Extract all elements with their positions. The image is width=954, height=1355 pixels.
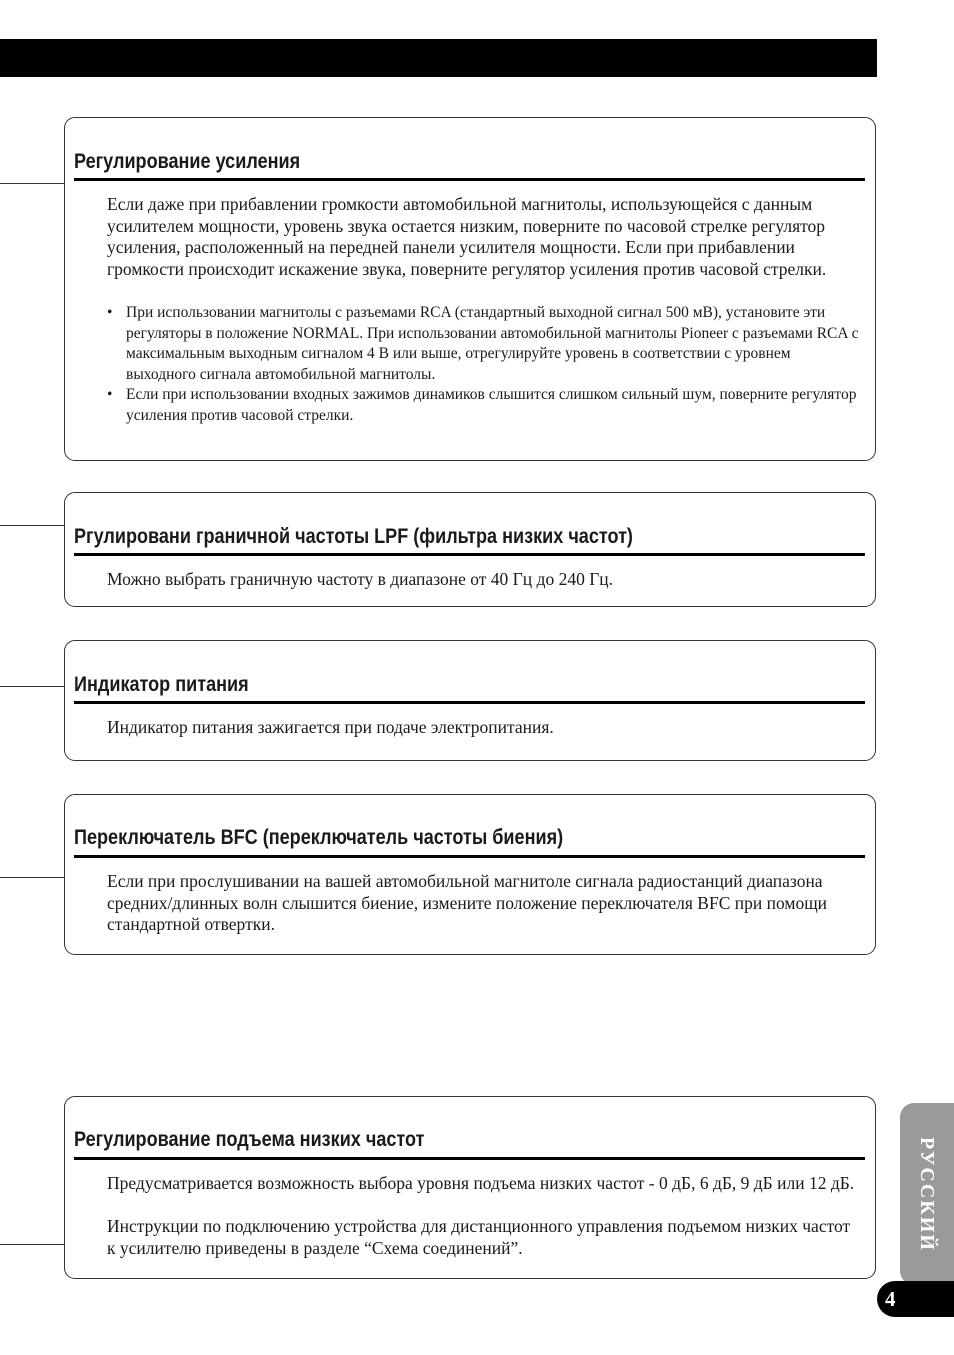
title-rule [74, 701, 865, 704]
section-title: Ргулировани граничной частоты LPF (фильтра низких частот) [74, 525, 633, 548]
title-rule [74, 553, 865, 556]
language-tab [900, 1103, 954, 1285]
title-rule [74, 178, 865, 181]
margin-tick [0, 1244, 64, 1245]
section-power-indicator [64, 640, 876, 761]
margin-tick [0, 183, 64, 184]
section-lpf [64, 492, 876, 607]
margin-tick [0, 877, 64, 878]
bullet-item: • При использовании магнитолы с разъемами RCA (стандартный выходной сигнал 500 мВ), установите эти регуляторы в положение NORMAL. При использовании автомобильной магнитолы Pioneer с разъемами RCA с максимальным выходным сигналом 4 В или выше, отрегулируйте уровень в соответствии с уровнем выходного сигнала автомобильной магнитолы. [107, 303, 861, 385]
header-bar [0, 39, 877, 77]
page-number-tab [877, 1281, 954, 1317]
margin-tick [0, 686, 64, 687]
section-bass-boost [64, 1096, 876, 1279]
section-title: Регулирование подъема низких частот [74, 1128, 425, 1151]
title-rule [74, 1157, 865, 1160]
language-label: РУССКИЙ [916, 1136, 938, 1252]
section-paragraph-2: Инструкции по подключению устройства для дистанционного управления подъемом низких частот к усилителю приведены в разделе “Схема соединений”. [107, 1216, 851, 1258]
section-paragraph: Если даже при прибавлении громкости автомобильной магнитолы, использующейся с данным усилителем мощности, уровень звука остается низким, поверните по часовой стрелке регулятор усиления, расположенный на передней панели усилителя мощности. Если при прибавлении громкости происходит искажение звука, поверните регулятор усиления против часовой стрелки. [107, 194, 827, 279]
section-paragraph: Можно выбрать граничную частоту в диапазоне от 40 Гц до 240 Гц. [107, 569, 614, 589]
section-gain-control [64, 117, 876, 461]
margin-tick [0, 525, 64, 526]
section-title: Регулирование усиления [74, 150, 301, 173]
section-title: Переключатель BFC (переключатель частоты биения) [74, 826, 564, 849]
title-rule [74, 855, 865, 858]
page-number: 4 [885, 1287, 896, 1311]
section-title: Индикатор питания [74, 673, 249, 696]
section-paragraph: Индикатор питания зажигается при подаче электропитания. [107, 717, 554, 737]
bullet-list [107, 303, 861, 426]
section-paragraph: Предусматривается возможность выбора уровня подъема низких частот - 0 дБ, 6 дБ, 9 дБ или 12 дБ. [107, 1173, 855, 1193]
bullet-item: • Если при использовании входных зажимов динамиков слышится слишком сильный шум, поверните регулятор усиления против часовой стрелки. [107, 385, 861, 426]
section-paragraph: Если при прослушивании на вашей автомобильной магнитоле сигнала радиостанций диапазона средних/длинных волн слышится биение, измените положение переключателя BFC при помощи стандартной отвертки. [107, 871, 828, 935]
section-bfc-switch [64, 794, 876, 955]
